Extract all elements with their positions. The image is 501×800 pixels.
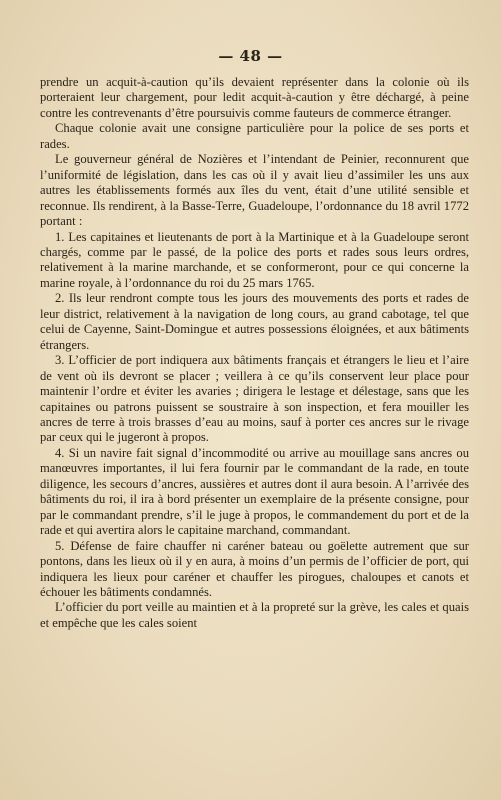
paragraph-ordonnance: Le gouverneur général de Nozières et l’intendant de Peinier, reconnurent que l’uniformité de législation, dans les cas où il y avait lieu d’assimiler les uns aux autres les établissements formés aux îles du vent, était d’une utilité sensible et reconnue. Ils rendirent, à la Basse-Terre, Guadeloupe, l’ordonnance du 18 avril 1772 portant :	[40, 152, 469, 229]
paragraph-officier: L’officier du port veille au maintien et à la propreté sur la grève, les cales et quais et empêche que les cales soient	[40, 600, 469, 630]
article-4: 4. Si un navire fait signal d’incommodité ou arrive au mouillage sans ancres ou manœuvres importantes, il lui fera fournir par le commandant de la rade, en toute diligence, les secours d’ancres, aussières et autres dont il aura besoin. A l’arrivée des bâtiments du roi, il ira à bord présenter un exemplaire de la présente consigne, pour par le commandant prendre, s’il le juge à propos, le commandement du port et de la rade et qui avertira alors le capitaine marchand, commandant.	[40, 445, 469, 538]
paragraph-continuation: prendre un acquit-à-caution qu’ils devaient représenter dans la colonie où ils porteraient leur chargement, pour ledit acquit-à-caution y être déchargé, à peine contre les contrevenants d’être poursuivis comme fauteurs de commerce étranger.	[40, 75, 469, 120]
article-1: 1. Les capitaines et lieutenants de port à la Martinique et à la Guadeloupe seront chargés, comme par le passé, de la police des ports et rades sous leurs ordres, relativement à la marine marchande, et se conformeront, pour ce qui concerne la marine royale, à l’ordonnance du roi du 25 mars 1765.	[40, 229, 469, 290]
article-5: 5. Défense de faire chauffer ni caréner bateau ou goëlette autrement que sur pontons, dans les lieux où il y en aura, à moins d’un permis de l’officier de port, qui indiquera les lieux pour caréner et chauffer les pirogues, chaloupes et canots et échouer les bâtiments condamnés.	[40, 538, 469, 599]
page-number: — 48 —	[218, 47, 283, 65]
article-2: 2. Ils leur rendront compte tous les jours des mouvements des ports et rades de leur district, relativement à la navigation de long cours, au grand cabotage, tel que celui de Cayenne, Saint-Domingue et autres possessions éloignées, et aux bâtiments étrangers.	[40, 291, 469, 352]
paragraph-consigne: Chaque colonie avait une consigne particulière pour la police de ses ports et rades.	[40, 121, 469, 151]
body-text	[40, 75, 469, 631]
article-3: 3. L’officier de port indiquera aux bâtiments français et étrangers le lieu et l’aire de vent où ils devront se placer ; veillera à ce qu’ils conservent leur place pour maintenir l’ordre et éviter les avaries ; dirigera le lestage et délestage, sans que les capitaines ou patrons puissent se soustraire à son inspection, et fera mouiller les ancres de terre à trois brasses d’eau au moins, sauf à porter ces ancres sur le rivage par ceux qui le jugeront à propos.	[40, 353, 469, 445]
